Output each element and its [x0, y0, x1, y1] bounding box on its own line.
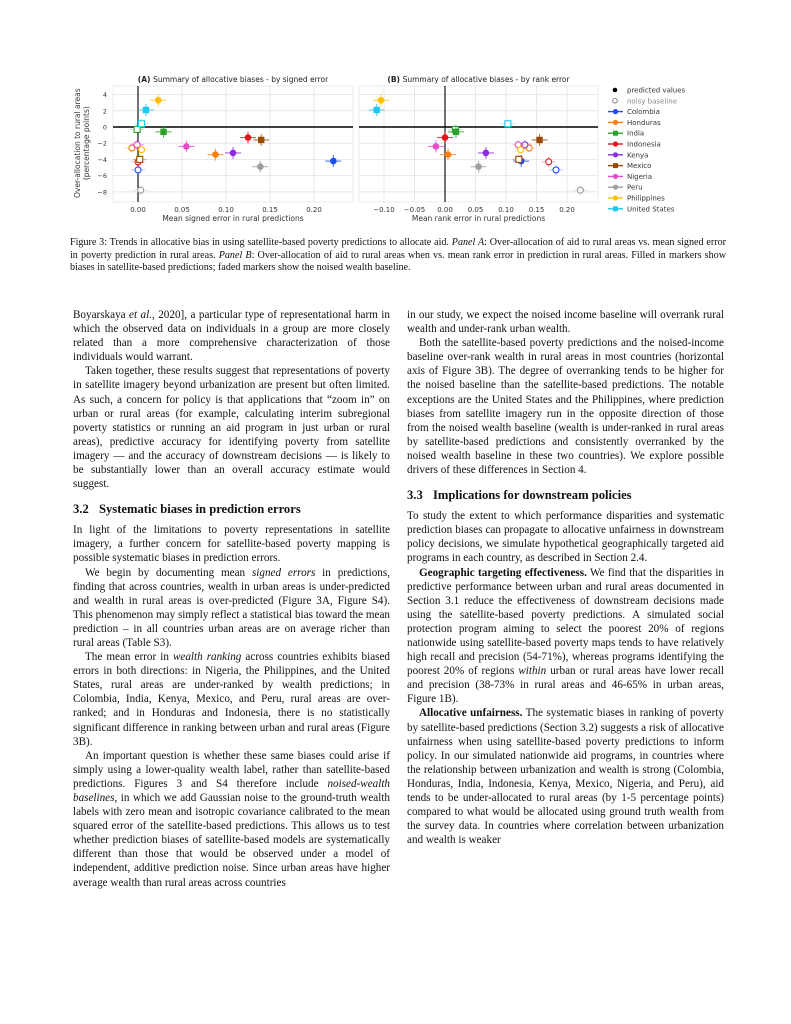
right-column: [407, 308, 724, 847]
paragraph: To study the extent to which performance disparities and systematic prediction biases can propagate to allocative unfairness in downstream policy decisions, we simulate hypothetical geographically targeted aid programs in each country, as described in Section 2.4.: [407, 510, 724, 565]
svg-text:0.10: 0.10: [218, 206, 234, 214]
svg-text:(A) Summary of allocative bias: (A) Summary of allocative biases - by signed error: [137, 75, 329, 84]
svg-text:0.20: 0.20: [559, 206, 575, 214]
svg-text:−4: −4: [97, 155, 107, 164]
svg-text:−0.10: −0.10: [373, 206, 395, 214]
paragraph: in our study, we expect the noised income baseline will overrank rural wealth and under-rank urban wealth.: [407, 309, 724, 336]
svg-text:−6: −6: [97, 172, 107, 181]
svg-text:Indonesia: Indonesia: [627, 140, 661, 149]
svg-text:0.20: 0.20: [306, 206, 322, 214]
svg-text:Mean signed error in rural pre: Mean signed error in rural predictions: [162, 214, 304, 223]
svg-text:Nigeria: Nigeria: [627, 172, 653, 181]
svg-text:Philippines: Philippines: [627, 194, 665, 203]
paragraph: The mean error in wealth ranking across countries exhibits biased errors in both directions: in Nigeria, the Philippines, and the United States, rural areas are under-ranked by wealth predictions; in Colombia, India, Kenya, Mexico, and Peru, rural areas are over-ranked; and in Honduras and Indonesia, there is no statistically significant difference in ranking between urban and rural areas (Figure 3B).: [73, 651, 390, 748]
svg-text:Over-allocation to rural areas: Over-allocation to rural areas: [73, 88, 82, 199]
svg-text:0: 0: [102, 123, 107, 132]
section-heading-3-2: 3.2 Systematic biases in prediction errors: [73, 502, 301, 517]
section-heading-3-3: 3.3 Implications for downstream policies: [407, 488, 632, 503]
svg-text:Kenya: Kenya: [627, 151, 649, 160]
paragraph: Both the satellite-based poverty predictions and the noised-income baseline over-rank wealth in rural areas in most countries (horizontal axis of Figure 3B). The degree of overranking tends to be higher for the noised baseline than the satellite-based predictions. The notable exceptions are the United States and the Philippines, where prediction biases from satellite imagery run in the opposite direction of those from the noised wealth baseline (wealth is under-ranked in rural areas by satellite-based predictions and consistently overranked by the noised wealth baseline in these two countries). We explore possible drivers of these differences in Section 4.: [407, 337, 724, 477]
svg-text:United States: United States: [627, 205, 675, 214]
paragraph: Boyarskaya et al., 2020], a particular type of representational harm in which the observed data on individuals in a group are more closely related than a more comprehensive characterization of those individuals would warrant.: [73, 309, 390, 364]
svg-text:noisy baseline: noisy baseline: [627, 97, 677, 106]
svg-text:(B) Summary of allocative bias: (B) Summary of allocative biases - by rank error: [387, 75, 570, 84]
left-column: [73, 308, 390, 890]
svg-text:Mexico: Mexico: [627, 162, 652, 171]
svg-text:Honduras: Honduras: [627, 118, 661, 127]
svg-text:−8: −8: [97, 188, 107, 197]
paragraph: We begin by documenting mean signed errors in predictions, finding that across countries, wealth in urban areas is under-predicted and wealth in rural areas is over-predicted (Figure 3A, Figure S4). This phenomenon may simply reflect a statistical bias toward the mean prediction – in all countries urban areas are on average richer than rural areas (Table S3).: [73, 566, 390, 649]
svg-text:Mean rank error in rural predi: Mean rank error in rural predictions: [411, 214, 546, 223]
svg-text:0.10: 0.10: [498, 206, 514, 214]
svg-text:India: India: [627, 129, 645, 138]
svg-text:0.15: 0.15: [528, 206, 545, 214]
figure-3: [70, 70, 730, 230]
svg-text:0.05: 0.05: [174, 206, 190, 214]
paragraph: An important question is whether these same biases could arise if simply using a lower-quality wealth label, rather than satellite-based predictions. Figures 3 and S4 therefore include noised-wealth baselines, in which we add Gaussian noise to the ground-truth wealth labels with zero mean and isotropic covariance calibrated to the mean squared error of the satellite-based predictions. This allows us to test whether prediction biases of satellite-based models are systematically different than those that would be observed under a model of independent, additive prediction noise. Since urban areas have higher average wealth than rural areas across countries: [73, 749, 390, 889]
svg-text:2: 2: [102, 107, 107, 116]
svg-text:0.00: 0.00: [437, 206, 453, 214]
paragraph: Taken together, these results suggest that representations of poverty in satellite imagery beyond urbanization are present but often limited. As such, a concern for policy is that applications that “zoom in” on urban or rural areas (for example, calculating interim subregional poverty statistics or running an aid program in just urban or rural areas), predictive accuracy for identifying poverty from satellite imagery — and the accuracy of downstream decisions — is likely to be substantially lower than an overall accuracy estimate would suggest.: [73, 365, 390, 491]
svg-text:0.15: 0.15: [262, 206, 278, 214]
paragraph: Geographic targeting effectiveness. We find that the disparities in predictive performance between urban and rural areas documented in Section 3.1 reduce the effectiveness of downstream decisions made using the satellite-based poverty predictions. A simulated social protection program aiming to select the poorest 20% of regions nationwide using satellite-based poverty maps tends to have relatively high recall and precision (54-71%), whereas programs identifying the poorest 20% of regions within urban or rural areas have lower recall and precision (38-73% in rural areas and 46-65% in urban areas, Figure 1B).: [407, 566, 725, 706]
svg-text:0.00: 0.00: [130, 206, 146, 214]
svg-text:4: 4: [102, 91, 107, 100]
svg-text:(percentage points): (percentage points): [82, 106, 91, 181]
caption-label: Figure 3:: [70, 237, 108, 248]
figure-caption: Figure 3: Trends in allocative bias in using satellite-based poverty predictions to allocate aid. Panel A: Over-allocation of aid to rural areas vs. mean signed error in poverty prediction in rural areas. Panel B: Over-allocation of aid to rural areas when vs. mean rank error in prediction in rural areas. Filled in markers show biases in satellite-based predictions; faded markers show the noised wealth baseline.: [70, 237, 726, 274]
svg-text:Peru: Peru: [627, 183, 643, 192]
svg-text:0.05: 0.05: [467, 206, 484, 214]
svg-text:predicted values: predicted values: [627, 86, 686, 95]
svg-text:−2: −2: [97, 139, 107, 148]
svg-text:−0.05: −0.05: [403, 206, 426, 214]
paragraph: Allocative unfairness. The systematic biases in ranking of poverty by satellite-based predictions (Section 3.2) suggests a risk of allocative unfairness when using satellite-based poverty predictions to inform policy. In our simulated nationwide aid programs, in countries where the relationship between urbanization and wealth is strong (Colombia, Honduras, India, Indonesia, Kenya, Mexico, Nigeria, and Peru), aid tends to be under-allocated to rural areas (by 1-5 percentage points) compared to what would be allocated using ground truth wealth from the survey data. In countries where correlation between urbanization and wealth is weaker: [407, 707, 724, 847]
svg-text:Colombia: Colombia: [627, 108, 660, 117]
figure-3-chart: [70, 70, 730, 230]
paragraph: In light of the limitations to poverty representations in satellite imagery, a further concern for satellite-based poverty mapping is possible systematic biases in prediction errors.: [73, 524, 390, 565]
